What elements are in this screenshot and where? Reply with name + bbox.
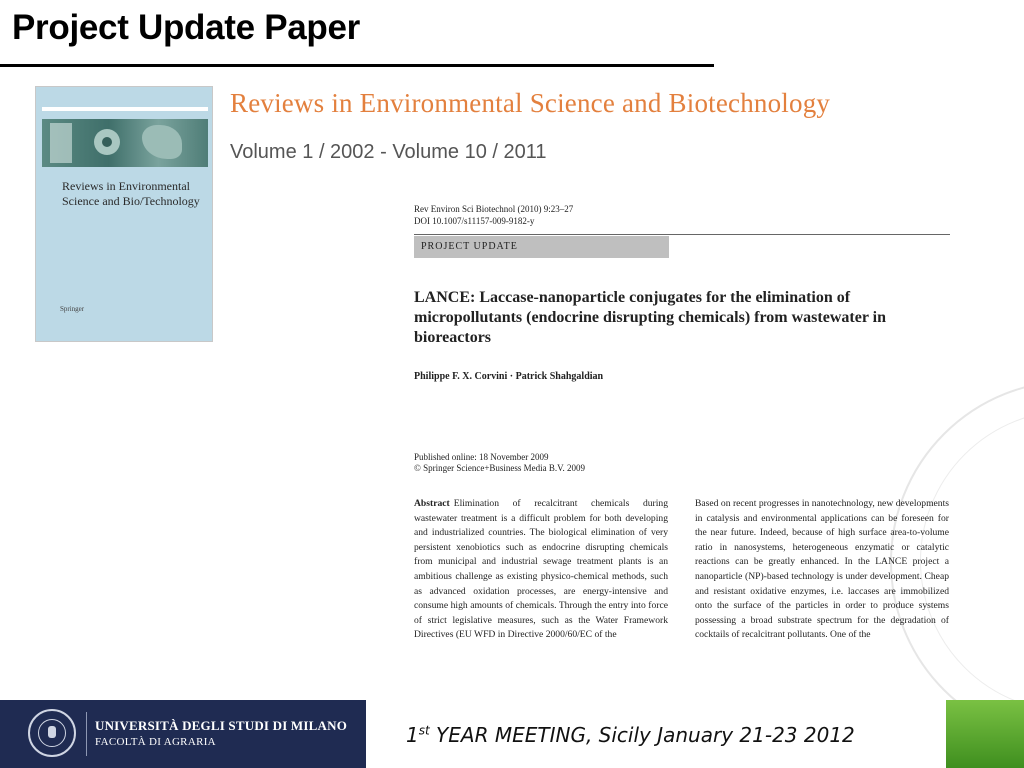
footer-green-block [946,700,1024,768]
journal-cover-image [35,86,213,342]
abstract-label: Abstract [414,498,450,509]
cover-image-band [42,119,208,167]
citation-line: Rev Environ Sci Biotechnol (2010) 9:23–27 [414,204,574,214]
doi-line: DOI 10.1007/s11157-009-9182-y [414,216,535,226]
cover-header-strip [42,107,208,111]
meeting-ordinal-suffix: st [418,723,430,738]
paper-title: LANCE: Laccase-nanoparticle conjugates for the elimination of micropollutants (endocrine disrupting chemicals) from wastewater in bioreactors [414,289,886,346]
meeting-ordinal: 1 [406,723,419,747]
journal-name: Reviews in Environmental Science and Biotechnology [230,88,831,118]
journal-volume-range: Volume 1 / 2002 - Volume 10 / 2011 [230,141,547,163]
paper-header-rule [414,234,950,235]
abstract-column-right: Based on recent progresses in nanotechnology, new developments in catalysis and environmental applications can be foreseen for the near future. Indeed, because of high surface area-to-volume ratio in nanosystems, heterogeneous enzymatic or catalytic reactions can be greatly enhanced. In the LANCE project a nanoparticle (NP)-based technology is under development. Cheap and resistant oxidative enzymes, i.e. laccases are immobilized onto the surface of the particles in order to produce systems possessing a broad substrate spectrum for the degradation of cocktails of recalcitrant pollutants. One of the [695,498,949,641]
faculty-name: FACOLTÀ DI AGRARIA [95,736,216,748]
cover-publisher-logo: Springer [60,305,85,313]
meeting-text: YEAR MEETING, Sicily January 21-23 2012 [429,723,855,747]
cover-title: Reviews in Environmental Science and Bio/Technology [62,179,200,208]
publication-info [414,452,585,474]
meeting-label [406,723,855,747]
university-seal-icon [28,709,76,757]
published-date: Published online: 18 November 2009 [414,452,549,462]
slide-title: Project Update Paper [12,8,360,47]
copyright-line: © Springer Science+Business Media B.V. 2009 [414,463,585,473]
abstract-column-left [414,497,668,643]
university-name: UNIVERSITÀ DEGLI STUDI DI MILANO [95,718,348,733]
paper-citation [414,203,573,227]
abstract-text-left: Elimination of recalcitrant chemicals during wastewater treatment is a difficult problem for both developing and industrialized countries. The biological elimination of very persistent xenobiotics such as endocrine disrupting chemicals from municipal and industrial sewage treatment plants is an ambitious challenge as existing physico-chemical methods, such as advanced oxidation processes, are energy-intensive and consume high amounts of chemicals. Through the entry into force of strict legislative measures, such as the Water Framework Directives (EU WFD in Directive 2000/60/EC of the [414,498,668,641]
paper-authors: Philippe F. X. Corvini · Patrick Shahgaldian [414,371,604,382]
university-banner [0,700,366,768]
footer-divider [86,712,87,756]
footer-bar [0,700,1024,768]
section-tag: PROJECT UPDATE [414,236,669,258]
title-underline [0,64,714,67]
